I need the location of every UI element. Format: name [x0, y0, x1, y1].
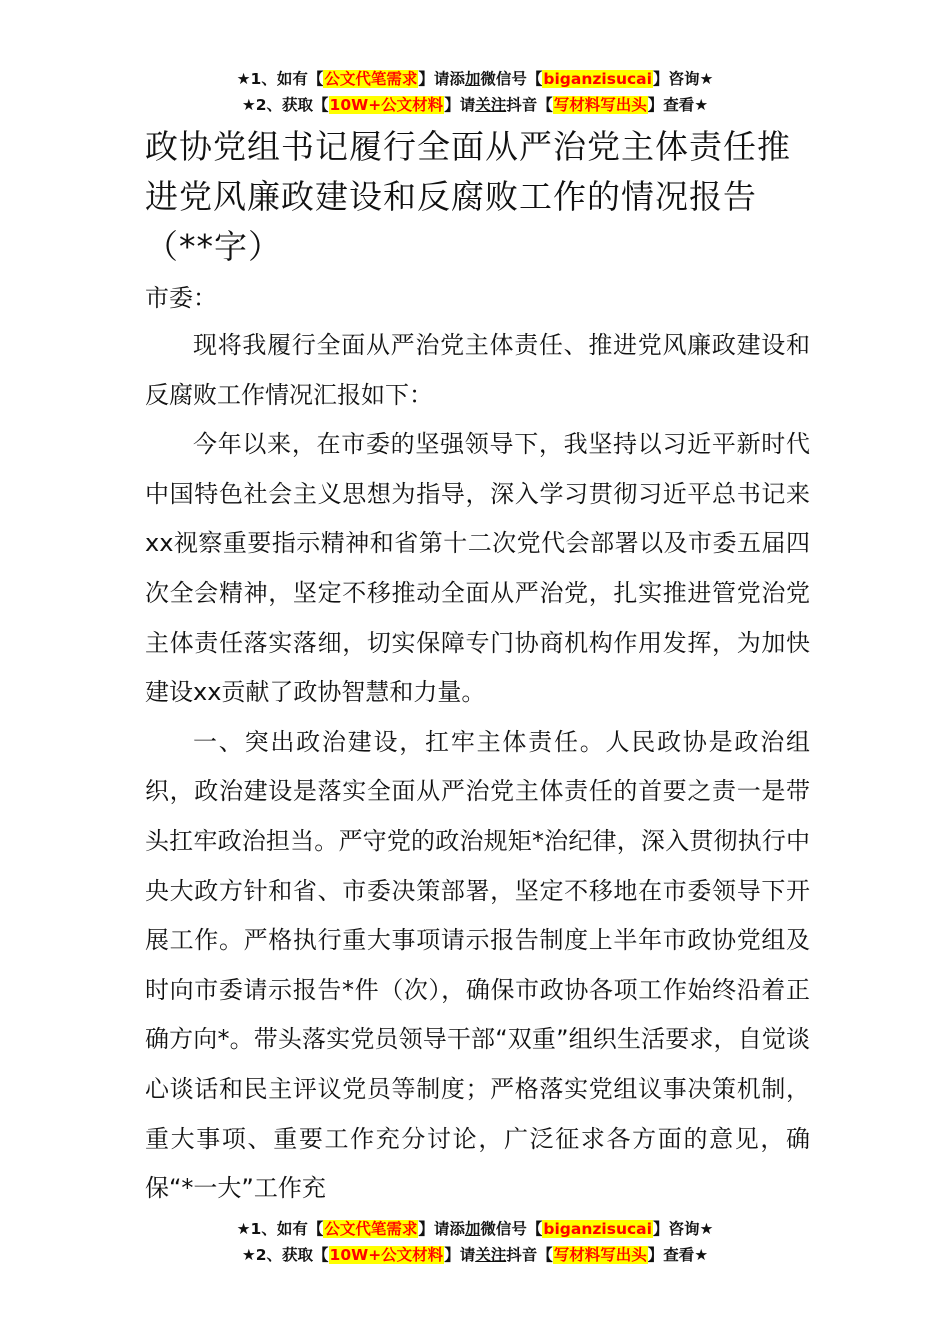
document-title: 政协党组书记履行全面从严治党主体责任推进党风廉政建设和反腐败工作的情况报告（**字） [145, 127, 791, 266]
salutation: 市委： [145, 284, 217, 312]
promo-line-1: ★1、如有【公文代笔需求】请添加微信号【biganzisucai】咨询★ [236, 70, 714, 88]
highlight-materials: 10W+公文材料 [329, 1246, 444, 1264]
highlight-service: 公文代笔需求 [324, 70, 418, 88]
highlight-wechat-id: biganzisucai [543, 70, 652, 88]
paragraph-intro: 现将我履行全面从严治党主体责任、推进党风廉政建设和反腐败工作情况汇报如下： [145, 331, 810, 409]
promo-banner-top [0, 66, 950, 118]
promo-line-2: ★2、获取【10W+公文材料】请关注抖音【写材料写出头】查看★ [241, 96, 709, 114]
paragraph-overview: 今年以来，在市委的坚强领导下，我坚持以习近平新时代中国特色社会主义思想为指导，深入学习贯彻习近平总书记来xx视察重要指示精神和省第十二次党代会部署以及市委五届四次全会精神，坚定不移推动全面从严治党，扎实推进管党治党主体责任落实落细，切实保障专门协商机构作用发挥，为加快建设xx贡献了政协智慧和力量。 [145, 430, 810, 707]
highlight-douyin-account: 写材料写出头 [553, 1246, 647, 1264]
promo-line-1: ★1、如有【公文代笔需求】请添加微信号【biganzisucai】咨询★ [236, 1220, 714, 1238]
promo-banner-bottom [0, 1216, 950, 1268]
promo-line-2: ★2、获取【10W+公文材料】请关注抖音【写材料写出头】查看★ [241, 1246, 709, 1264]
highlight-materials: 10W+公文材料 [329, 96, 444, 114]
highlight-douyin-account: 写材料写出头 [553, 96, 647, 114]
highlight-service: 公文代笔需求 [324, 1220, 418, 1238]
highlight-wechat-id: biganzisucai [543, 1220, 652, 1238]
document-body [145, 321, 810, 1214]
paragraph-section-1: 一、突出政治建设，扛牢主体责任。人民政协是政治组织，政治建设是落实全面从严治党主体责任的首要之责一是带头扛牢政治担当。严守党的政治规矩*治纪律，深入贯彻执行中央大政方针和省、市委决策部署，坚定不移地在市委领导下开展工作。严格执行重大事项请示报告制度上半年市政协党组及时向市委请示报告*件（次），确保市政协各项工作始终沿着正确方向*。带头落实党员领导干部“双重”组织生活要求，自觉谈心谈话和民主评议党员等制度；严格落实党组议事决策机制，重大事项、重要工作充分讨论，广泛征求各方面的意见，确保“*一大”工作充 [145, 727, 810, 1203]
